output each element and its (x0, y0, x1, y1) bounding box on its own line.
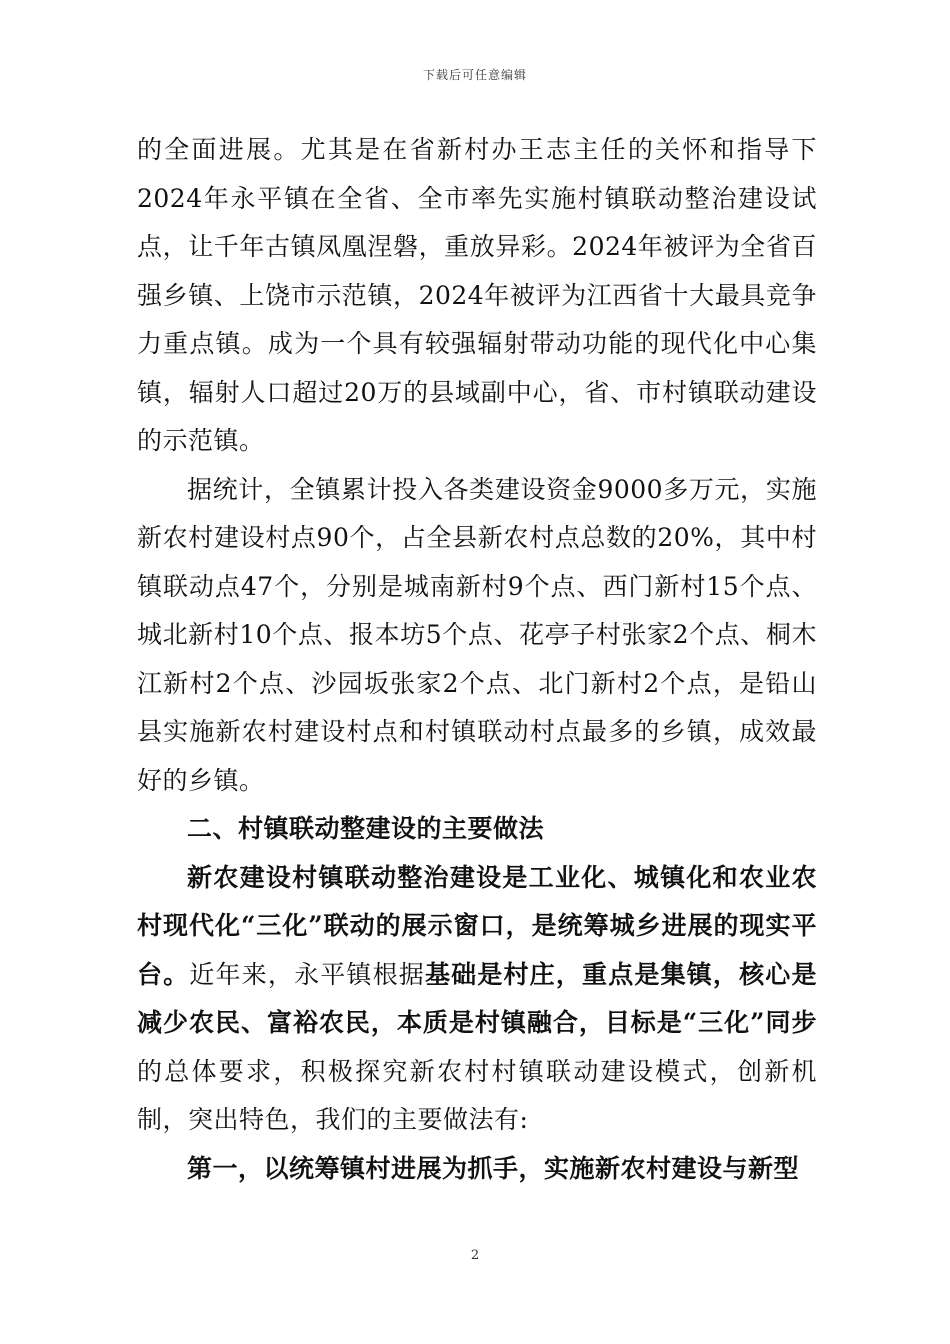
page-number: 2 (470, 1248, 480, 1263)
methods-emphasis-text: 基础是村庄，重点是集镇，核心是减少农民、富裕农民，本质是村镇融合，目标是“三化”同步 (137, 959, 817, 1037)
paragraph-first-point: 第一，以统筹镇村进展为抓手，实施新农村建设与新型 (187, 1153, 800, 1183)
paragraph-statistics: 据统计，全镇累计投入各类建设资金9000多万元，实施新农村建设村点90个，占全县新农村点总数的20%，其中村镇联动点47个，分别是城南新村9个点、西门新村15个点、城北新村10个点、报本坊5个点、花亭子村张家2个点、桐木江新村2个点、沙园坂张家2个点、北门新村2个点，是铅山县实施新农村建设村点和村镇联动村点最多的乡镇，成效最好的乡镇。 (137, 474, 817, 795)
paragraph-progress: 的全面进展。尤其是在省新村办王志主任的关怀和指导下2024年永平镇在全省、全市率先实施村镇联动整治建设试点，让千年古镇凤凰涅磐，重放异彩。2024年被评为全省百强乡镇、上饶市示范镇，2024年被评为江西省十大最具竞争力重点镇。成为一个具有较强辐射带动功能的现代化中心集镇，辐射人口超过20万的县域副中心，省、市村镇联动建设的示范镇。 (137, 135, 817, 455)
document-body (137, 126, 817, 1193)
methods-text-a: 近年来，永平镇根据 (189, 959, 425, 989)
methods-lead-text: 新农建设村镇联动整治建设是工业化、城镇化和农业农村现代化“三化”联动的展示窗口，是统筹城乡进展的现实平台。 (137, 862, 817, 989)
methods-text-b: 的总体要求，积极探究新农村村镇联动建设模式，创新机制，突出特色，我们的主要做法有: (137, 1056, 817, 1134)
section-heading: 二、村镇联动整建设的主要做法 (187, 814, 545, 843)
paragraph-methods (137, 854, 817, 1145)
page-header: 下载后可任意编辑 (422, 68, 527, 82)
